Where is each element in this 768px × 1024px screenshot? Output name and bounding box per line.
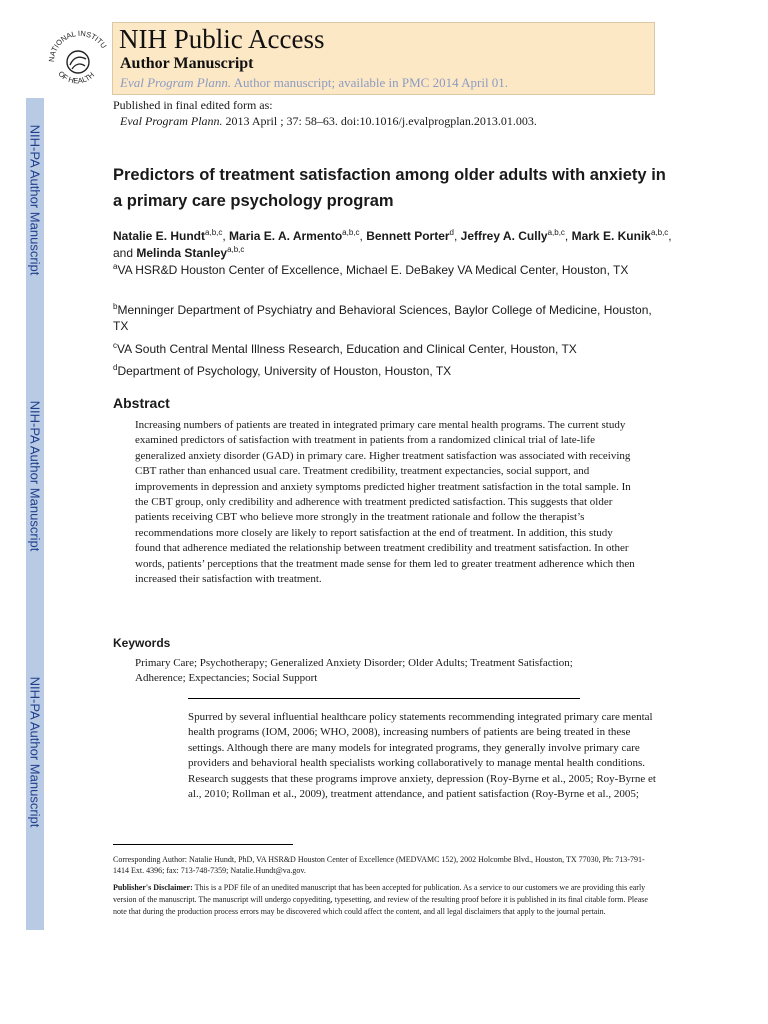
banner-journal: Eval Program Plann. <box>120 75 232 90</box>
keywords-heading: Keywords <box>113 636 171 650</box>
author-list <box>113 228 673 262</box>
logo-top-text: NATIONAL INSTITU <box>46 28 109 63</box>
sidebar-label-2: NIH-PA Author Manuscript <box>27 400 43 552</box>
nih-seal-icon <box>44 18 112 96</box>
affiliation-text: Menninger Department of Psychiatry and Behavioral Sciences, Baylor College of Medicine, Houston, TX <box>113 303 652 333</box>
affiliation-sup: c <box>113 341 117 350</box>
author-sep: , <box>564 229 572 243</box>
banner-availability <box>120 75 508 91</box>
author-sup: a,b,c <box>547 228 565 237</box>
banner-title: NIH Public Access <box>119 24 325 54</box>
abstract-heading: Abstract <box>113 395 170 411</box>
author-sup: d <box>449 228 454 237</box>
affiliation-c <box>113 341 653 357</box>
svg-text:OF HEALTH <box>56 69 96 85</box>
footnote-divider <box>113 844 293 845</box>
sidebar-label-3: NIH-PA Author Manuscript <box>27 676 43 828</box>
author-sep: , <box>453 229 461 243</box>
publisher-disclaimer <box>113 882 658 917</box>
author-sup: a,b,c <box>205 228 223 237</box>
affiliation-text: Department of Psychology, University of Houston, Houston, TX <box>117 364 452 378</box>
corresponding-author: Corresponding Author: Natalie Hundt, PhD, VA HSR&D Houston Center of Excellence (MEDVAMC 152), 2002 Holcombe Blvd., Houston, TX 77030, Ph: 713-791-1414 Ext. 4396; fax: 713-748-7359; Natalie.Hundt@va.gov. <box>113 855 645 876</box>
author-sup: a,b,c <box>650 228 669 237</box>
nih-public-access-banner <box>112 22 655 95</box>
abstract-text: Increasing numbers of patients are treated in integrated primary care mental health programs. The current study examined predictors of satisfaction with treatment in patients from a randomized clinical trial of late-life generalized anxiety disorder (GAD) in primary care. Higher treatment satisfaction was associated with receiving CBT rather than enhanced usual care. Treatment credibility, treatment expectancies, social support, and improvements in depression and anxiety symptoms predicted higher treatment satisfaction in the total sample. In the CBT group, only credibility and adherence with treatment predicted satisfaction. This suggests that older patients receiving CBT who believe more strongly in the treatment rationale and follow the therapist’s recommendations more closely are likely to report satisfaction at the end of treatment. In addition, this study found that adherence mediated the relationship between treatment credibility and treatment satisfaction. In other words, patients’ perceptions that the treatment made sense for them led to greater treatment adherence which then increased their satisfaction with treatment. <box>135 419 635 586</box>
published-citation-text: 2013 April ; 37: 58–63. doi:10.1016/j.evalprogplan.2013.01.003. <box>225 114 537 128</box>
nih-logo <box>44 18 112 96</box>
article-title: Predictors of treatment satisfaction among older adults with anxiety in a primary care psychology program <box>113 166 666 210</box>
affiliation-sup: d <box>113 363 118 372</box>
published-journal: Eval Program Plann. <box>120 114 223 128</box>
author-name: Mark E. Kunik <box>571 229 651 243</box>
svg-text:NATIONAL INSTITUTES <box>44 18 108 62</box>
affiliation-sup: b <box>113 302 118 311</box>
affiliation-text: VA South Central Mental Illness Research, Education and Clinical Center, Houston, TX <box>117 342 577 356</box>
author-sup: a,b,c <box>227 245 245 254</box>
author-name: Natalie E. Hundt <box>113 229 206 243</box>
sidebar-label-1: NIH-PA Author Manuscript <box>27 124 43 276</box>
author-name: Bennett Porter <box>366 229 450 243</box>
author-name: Melinda Stanley <box>136 246 228 260</box>
affiliation-b <box>113 302 653 334</box>
keywords-text: Primary Care; Psychotherapy; Generalized Anxiety Disorder; Older Adults; Treatment Satisfaction; Adherence; Expectancies; Social Support <box>135 657 573 685</box>
disclaimer-label: Publisher's Disclaimer: <box>113 883 193 892</box>
author-name: Jeffrey A. Cully <box>460 229 548 243</box>
logo-bottom-text: OF HEALTH <box>56 69 97 86</box>
published-intro: Published in final edited form as: <box>113 98 273 112</box>
disclaimer-text: This is a PDF file of an unedited manuscript that has been accepted for publication. As a service to our customers we are providing this early version of the manuscript. The manuscript will undergo copyediting, typesetting, and review of the resulting proof before it is published in its final citable form. Please note that during the production process errors may be discovered which could affect the content, and all legal disclaimers that apply to the journal pertain. <box>113 883 648 916</box>
intro-paragraph: Spurred by several influential healthcare policy statements recommending integrated primary care mental health programs (IOM, 2006; WHO, 2008), increasing numbers of patients are being treated in these settings. Although there are many models for integrated programs, they generally involve primary care providers and behavioral health specialists working collaboratively to manage mental health conditions. Research suggests that these programs improve anxiety, depression (Roy-Byrne et al., 2005; Roy-Byrne et al., 2010; Rollman et al., 2009), treatment attendance, and patient satisfaction (Roy-Byrne et al., 2005; <box>188 711 656 801</box>
author-name: Maria E. A. Armento <box>229 229 343 243</box>
author-sup: a,b,c <box>342 228 360 237</box>
affiliation-sup: a <box>113 262 118 271</box>
author-sep: , <box>359 229 367 243</box>
author-sep: , and <box>113 229 672 260</box>
author-sep: , <box>222 229 230 243</box>
affiliation-d <box>113 363 653 379</box>
section-divider <box>188 698 580 699</box>
published-citation <box>120 114 537 129</box>
banner-availability-text: Author manuscript; available in PMC 2014 April 01. <box>233 75 509 90</box>
affiliation-text: VA HSR&D Houston Center of Excellence, Michael E. DeBakey VA Medical Center, Houston, TX <box>117 263 629 277</box>
banner-subtitle: Author Manuscript <box>120 55 254 72</box>
affiliation-a <box>113 262 653 278</box>
